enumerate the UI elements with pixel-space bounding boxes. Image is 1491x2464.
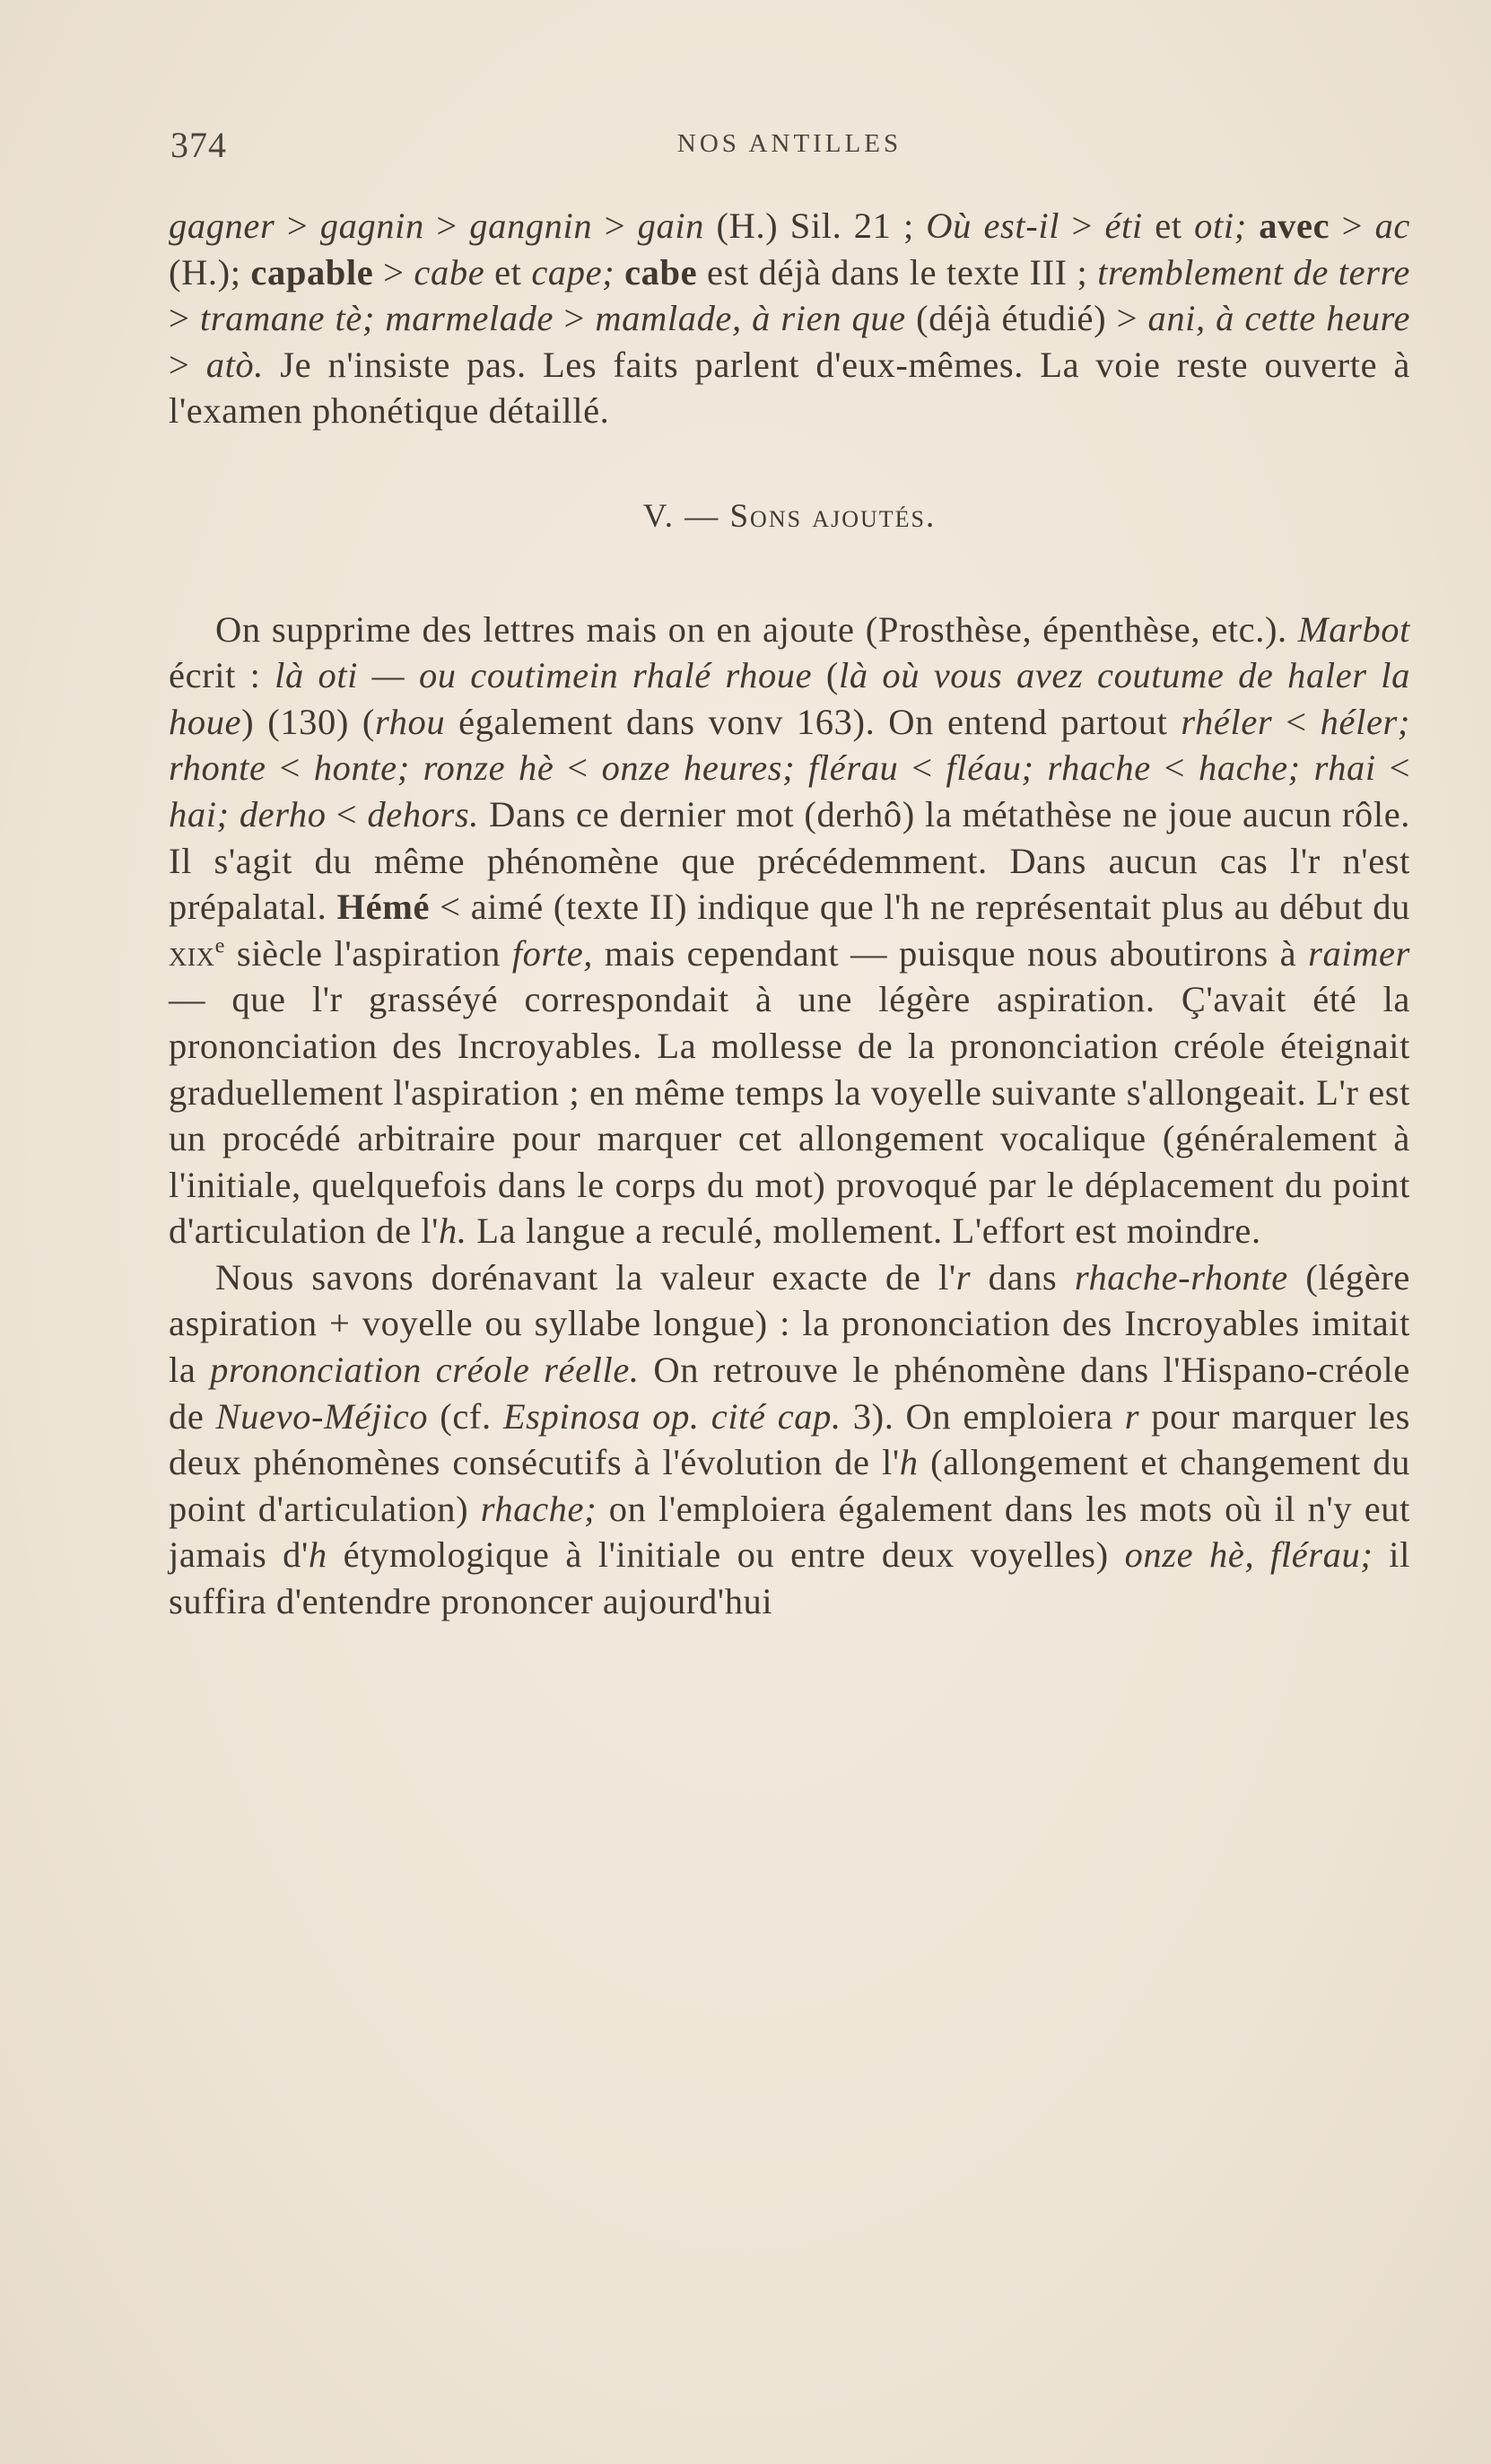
text-span: est déjà dans le texte III ; (697, 251, 1098, 293)
text-span: raimer (1308, 932, 1410, 974)
text-span: Nuevo-Méjico (215, 1395, 429, 1437)
text-span: onze hè, flérau; (1124, 1534, 1373, 1576)
text-span: pour marquer les deux phénomènes consécutifs à l'évolution de l' (169, 1395, 1410, 1483)
text-span: > (1059, 205, 1105, 246)
text-span: (cf. (428, 1395, 503, 1437)
text-span: mamlade, à rien que (595, 298, 906, 339)
text-span: dehors. (367, 793, 479, 834)
text-span: < (326, 793, 368, 834)
text-span: rhache-rhonte (1074, 1256, 1288, 1298)
text-span: et (484, 251, 532, 293)
text-span: atò. (205, 344, 264, 385)
text-span: < (898, 747, 946, 789)
text-span: rhéler (1181, 701, 1273, 742)
text-span: ) (130) ( (241, 701, 375, 742)
text-span: Où est-il (926, 205, 1060, 246)
text-span: Je n'insiste pas. Les faits parlent d'eux-mêmes. La voie reste ouverte à l'examen phonétique détaillé. (169, 344, 1410, 432)
text-span: > (554, 298, 596, 339)
text-span: h (308, 1534, 327, 1576)
text-span: tramane tè; marmelade (199, 298, 554, 339)
text-span: > (169, 344, 206, 385)
text-span: cabe (624, 251, 698, 293)
page-header (170, 124, 1408, 169)
text-span: oti; (1194, 205, 1247, 246)
text-span: ( (812, 655, 839, 696)
text-span: La langue a reculé, mollement. L'effort est moindre. (466, 1210, 1261, 1252)
text-span: Hémé (336, 887, 431, 928)
text-span: ac (1374, 205, 1410, 246)
text-span: également dans vonv 163). On entend partout (445, 701, 1181, 742)
text-span: < aimé (texte II) indique que l'h ne représentait plus au début du (430, 887, 1410, 928)
text-span: éti (1104, 205, 1143, 246)
text-span: là où vous avez coutume de haler la houe (169, 655, 1410, 742)
text-span: Nous savons dorénavant la valeur exacte de l' (215, 1256, 956, 1298)
text-span: et (1142, 205, 1195, 246)
text-span: hai; derho (169, 793, 327, 834)
text-span: < (1150, 747, 1199, 789)
text-span: — que l'r grasséyé correspondait à une légère aspiration. Ç'avait été la prononciation des Incroyables. La mollesse de la prononciation créole éteignait graduellement l'aspiration ; en même temps la voyelle suivante s'allongeait. L'r est un procédé arbitraire pour marquer cet allongement vocalique (généralement à l'initiale, quelquefois dans le corps du mot) provoqué par le déplacement du point d'articulation de l' (169, 979, 1410, 1252)
text-span: étymologique à l'initiale ou entre deux voyelles) (327, 1534, 1125, 1576)
text-span: (H.); (169, 251, 251, 293)
text-span (1247, 205, 1259, 246)
text-span: hache; rhai (1198, 747, 1376, 789)
text-span: là oti — ou coutimein rhalé rhoue (275, 655, 813, 696)
text-span: fléau; rhache (946, 747, 1151, 789)
text-span: rhache; (480, 1488, 597, 1529)
text-span: gain (637, 205, 705, 246)
text-span: onze heures; flérau (601, 747, 899, 789)
section-title: V. — Sons ajoutés. (642, 497, 937, 535)
text-span: (allongement et changement du point d'articulation) (169, 1442, 1410, 1529)
text-span: > (169, 298, 200, 339)
text-span: mais cependant — puisque nous aboutirons à (593, 932, 1309, 974)
text-span: Espinosa op. cité cap. (502, 1395, 841, 1437)
text-span: > (275, 205, 320, 246)
paragraph-1 (169, 203, 1410, 434)
text-span: < (1375, 747, 1411, 789)
text-span: honte; ronze hè (313, 747, 554, 789)
text-span: (H.) Sil. 21 ; (704, 205, 927, 246)
text-span: tremblement de terre (1097, 251, 1410, 293)
text-span: siècle l'aspiration (224, 932, 512, 974)
text-span: r (1124, 1395, 1140, 1437)
text-span: gangnin (469, 205, 593, 246)
text-span: Marbot (1297, 608, 1410, 650)
text-span: (déjà étudié) > (905, 298, 1148, 339)
text-span: e (214, 933, 225, 958)
page-number: 374 (170, 125, 227, 165)
text-span: > (1330, 205, 1375, 246)
text-span: < (554, 747, 602, 789)
text-span: gagner (169, 205, 275, 246)
text-span: écrit : (169, 655, 275, 696)
text-span: xix (169, 932, 215, 974)
text-span: cabe (414, 251, 485, 293)
text-span: Dans ce dernier mot (derhô) la métathèse ne joue aucun rôle. Il s'agit du même phénomène que précédemment. Dans aucun cas l'r n'est prépalatal. (169, 793, 1411, 928)
paragraph-3 (169, 1254, 1410, 1625)
text-span: h. (439, 1210, 467, 1252)
text-span: rhou (375, 701, 446, 742)
text-span: On supprime des lettres mais on en ajoute (Prosthèse, épenthèse, etc.). (215, 608, 1298, 650)
text-span (615, 252, 624, 293)
text-span: ani, à cette heure (1147, 298, 1411, 339)
text-span: gagnin (319, 205, 424, 246)
text-span: dans (971, 1256, 1075, 1298)
text-span: r (955, 1256, 972, 1298)
text-span: prononciation créole réelle. (210, 1350, 640, 1391)
text-span: < (266, 747, 314, 789)
text-span: < (1272, 701, 1321, 742)
text-span: > (592, 205, 638, 246)
text-span: cape; (531, 251, 615, 293)
running-head: NOS ANTILLES (676, 129, 902, 158)
text-span: avec (1259, 205, 1330, 246)
text-span: 3). On emploiera (841, 1395, 1125, 1437)
paragraph-2 (169, 607, 1410, 1254)
text-span: h (899, 1442, 919, 1483)
text-span: capable (250, 251, 374, 293)
text-span: héler; rhonte (169, 701, 1410, 789)
text-span: > (373, 251, 414, 293)
text-span: on l'emploiera également dans les mots où il n'y eut jamais d' (169, 1488, 1410, 1576)
text-span: forte, (511, 932, 594, 974)
text-span: (légère aspiration + voyelle ou syllabe longue) : la prononciation des Incroyables imitait la (169, 1256, 1410, 1391)
text-span: il suffira d'entendre prononcer aujourd'hui (169, 1534, 1410, 1622)
text-span: > (423, 205, 470, 246)
text-span: On retrouve le phénomène dans l'Hispano-créole de (169, 1350, 1410, 1437)
body-text (169, 203, 1410, 1625)
